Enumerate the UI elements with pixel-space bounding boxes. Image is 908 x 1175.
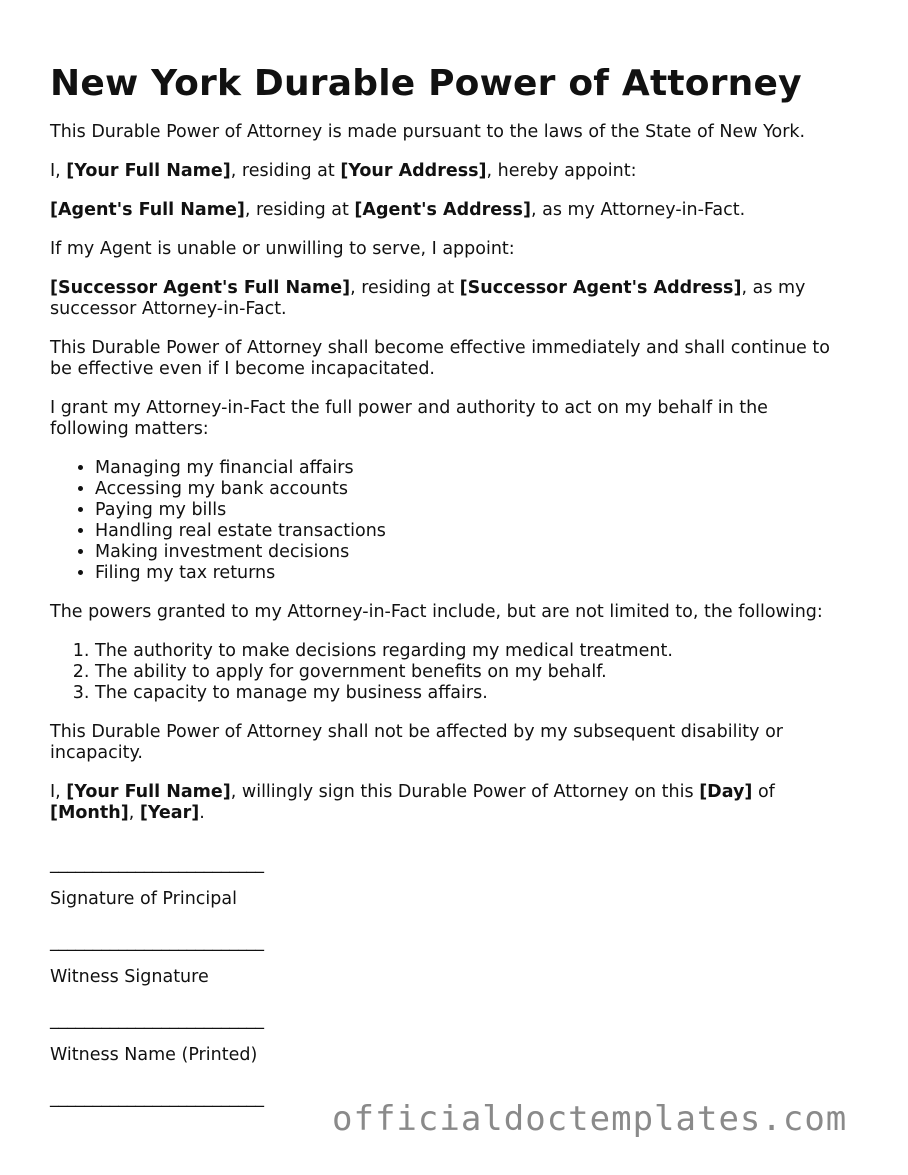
matters-list [50, 458, 850, 584]
signer-name-placeholder: [Your Full Name] [66, 782, 231, 802]
list-item: • Accessing my bank accounts [95, 479, 850, 500]
unable-paragraph: If my Agent is unable or unwilling to serve, I appoint: [50, 239, 515, 259]
list-item: • Managing my financial affairs [95, 458, 850, 479]
grant-paragraph: I grant my Attorney-in-Fact the full power and authority to act on my behalf in the following matters: [50, 398, 768, 439]
successor-paragraph: [Successor Agent's Full Name], residing at [Successor Agent's Address], as my successor Attorney-in-Fact. [50, 278, 806, 319]
powers-list [50, 641, 850, 704]
list-item: • Filing my tax returns [95, 563, 850, 584]
month-placeholder: [Month] [50, 803, 129, 823]
list-item: 1. The authority to make decisions regarding my medical treatment. [95, 641, 850, 662]
witness-signature-label: Witness Signature [50, 967, 209, 987]
agent-name-placeholder: [Agent's Full Name] [50, 200, 245, 220]
day-placeholder: [Day] [699, 782, 753, 802]
additional-signature-line[interactable]: _________________________ [50, 1088, 264, 1108]
witness-name-label: Witness Name (Printed) [50, 1045, 258, 1065]
intro-paragraph: This Durable Power of Attorney is made pursuant to the laws of the State of New York. [50, 122, 806, 142]
effective-paragraph: This Durable Power of Attorney shall become effective immediately and shall continue to be effective even if I become incapacitated. [50, 338, 830, 379]
principal-name-placeholder: [Your Full Name] [66, 161, 231, 181]
principal-address-placeholder: [Your Address] [340, 161, 487, 181]
powers-paragraph: The powers granted to my Attorney-in-Fact include, but are not limited to, the following: [50, 602, 823, 622]
document-title: New York Durable Power of Attorney [50, 63, 802, 104]
list-item: 3. The capacity to manage my business affairs. [95, 683, 850, 704]
signing-paragraph: I, [Your Full Name], willingly sign this Durable Power of Attorney on this [Day] of [Month], [Year]. [50, 782, 775, 823]
document-page [50, 62, 850, 1109]
list-item: • Handling real estate transactions [95, 521, 850, 542]
witness-signature-line[interactable]: _________________________ [50, 932, 264, 952]
list-item: • Making investment decisions [95, 542, 850, 563]
watermark: officialdoctemplates.com [332, 1099, 848, 1139]
successor-address-placeholder: [Successor Agent's Address] [459, 278, 742, 298]
principal-paragraph: I, [Your Full Name], residing at [Your Address], hereby appoint: [50, 161, 637, 181]
year-placeholder: [Year] [139, 803, 200, 823]
witness-name-line[interactable]: _________________________ [50, 1010, 264, 1030]
agent-address-placeholder: [Agent's Address] [354, 200, 531, 220]
successor-name-placeholder: [Successor Agent's Full Name] [50, 278, 351, 298]
principal-signature-line[interactable]: _________________________ [50, 854, 264, 874]
not-affected-paragraph: This Durable Power of Attorney shall not be affected by my subsequent disability or incapacity. [50, 722, 783, 763]
list-item: • Paying my bills [95, 500, 850, 521]
principal-signature-label: Signature of Principal [50, 889, 237, 909]
agent-paragraph: [Agent's Full Name], residing at [Agent's Address], as my Attorney-in-Fact. [50, 200, 746, 220]
list-item: 2. The ability to apply for government benefits on my behalf. [95, 662, 850, 683]
